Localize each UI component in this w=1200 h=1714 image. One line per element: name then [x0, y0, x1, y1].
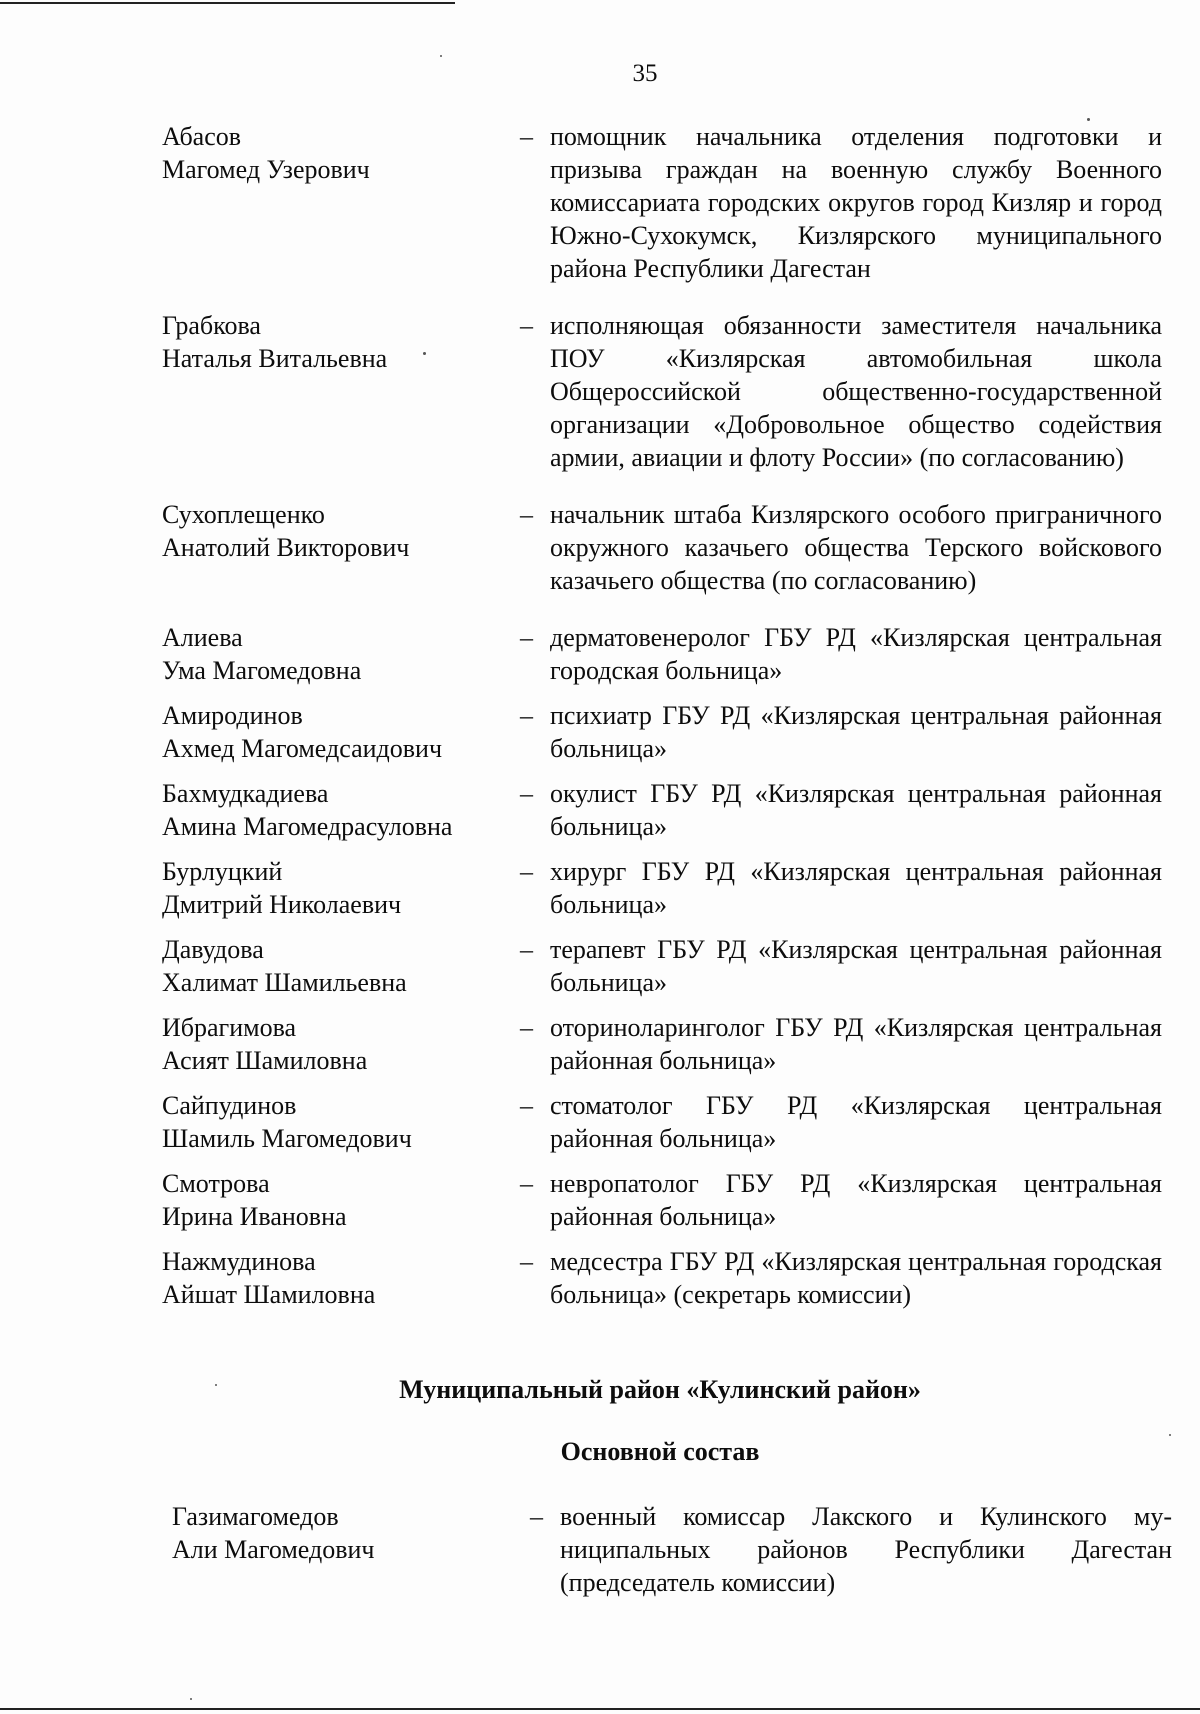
member-given-name: Шамиль Магомедович: [162, 1124, 412, 1153]
member-given-name: Асият Шамиловна: [162, 1046, 368, 1075]
member-surname: Нажмудинова: [162, 1247, 316, 1276]
page-number: 35: [632, 60, 658, 87]
composition-heading: Основной состав: [560, 1437, 760, 1466]
member-position: хирург ГБУ РД «Кизлярская центральная районная больница»: [550, 857, 1162, 919]
member-name: [162, 933, 520, 999]
member-surname: Амиродинов: [162, 701, 303, 730]
member-given-name: Амина Магомедрасуловна: [162, 812, 453, 841]
scan-speck: [1169, 1434, 1171, 1436]
member-given-name: Айшат Шамиловна: [162, 1280, 376, 1309]
district-heading: Муниципальный район «Кулинский район»: [399, 1375, 921, 1404]
member-given-name: Ума Магомедовна: [162, 656, 362, 685]
member-given-name: Анатолий Викторович: [162, 533, 410, 562]
dash: –: [520, 500, 533, 529]
member-position: исполняющая обязанности заместителя начальника ПОУ «Кизлярская автомобильная школа Общероссийской общественно-государственной организации «Добровольное общество содействия армии, авиации и флоту России» (по согласованию): [550, 311, 1162, 472]
member-position: психиатр ГБУ РД «Кизлярская центральная районная больница»: [550, 701, 1162, 763]
scan-speck: [190, 1698, 192, 1700]
member-entry: [162, 621, 1162, 687]
member-surname: Сайпудинов: [162, 1091, 297, 1120]
member-surname: Давудова: [162, 935, 264, 964]
member-entry: [162, 1089, 1162, 1155]
member-given-name: Ахмед Магомедсаидович: [162, 734, 443, 763]
scan-speck: [215, 1384, 217, 1386]
member-position: медсестра ГБУ РД «Кизлярская центральная городская больница» (секретарь комиссии): [550, 1247, 1162, 1309]
dash: –: [520, 1013, 533, 1042]
member-name: [162, 777, 520, 843]
member-name: [162, 309, 520, 474]
member-name: [162, 699, 520, 765]
member-entry: [162, 120, 1162, 285]
member-surname: Алиева: [162, 623, 243, 652]
member-entry: [162, 309, 1162, 474]
member-position: оториноларинголог ГБУ РД «Кизлярская центральная районная больница»: [550, 1013, 1162, 1075]
member-position: окулист ГБУ РД «Кизлярская центральная районная больница»: [550, 779, 1162, 841]
member-position: стоматолог ГБУ РД «Кизлярская центральная районная больница»: [550, 1091, 1162, 1153]
dash: –: [520, 935, 533, 964]
member-given-name: Халимат Шамильевна: [162, 968, 407, 997]
member-position: дерматовенеролог ГБУ РД «Кизлярская центральная городская больница»: [550, 623, 1162, 685]
member-surname: Грабкова: [162, 311, 261, 340]
member-given-name: Али Магомедович: [172, 1535, 375, 1564]
member-surname: Смотрова: [162, 1169, 270, 1198]
member-name: [162, 1089, 520, 1155]
member-name: [162, 621, 520, 687]
scan-speck: [1087, 118, 1090, 121]
member-position: невропатолог ГБУ РД «Кизлярская центральная районная больница»: [550, 1169, 1162, 1231]
bottom-rule: [0, 1708, 1200, 1710]
scan-speck: [440, 55, 442, 57]
member-entry: [162, 699, 1162, 765]
member-name: [162, 1167, 520, 1233]
member-list-kulinsky: [172, 1500, 1172, 1599]
member-position: терапевт ГБУ РД «Кизлярская центральная районная больница»: [550, 935, 1162, 997]
member-position: помощник начальника отделения подготовки и призыва граждан на военную службу Военного комиссариата городских округов город Кизляр и город Южно-Сухокумск, Кизлярского муниципального района Республики Дагестан: [550, 122, 1162, 283]
member-given-name: Наталья Витальевна: [162, 344, 388, 373]
dash: –: [520, 857, 533, 886]
member-position: начальник штаба Кизлярского особого приграничного окружного казачьего общества Терского войскового казачьего общества (по согласованию): [550, 500, 1162, 595]
member-entry: [162, 498, 1162, 597]
member-entry: [162, 1167, 1162, 1233]
dash: –: [520, 1247, 533, 1276]
member-position: военный комиссар Лакского и Кулинского муниципальных районов Республики Дагестан (председатель комиссии): [560, 1502, 1172, 1597]
member-entry: [162, 1245, 1162, 1311]
dash: –: [520, 623, 533, 652]
member-given-name: Ирина Ивановна: [162, 1202, 347, 1231]
dash: –: [520, 1091, 533, 1120]
member-entry: [162, 1011, 1162, 1077]
dash: –: [520, 122, 533, 151]
dash: –: [530, 1502, 543, 1531]
dash: –: [520, 779, 533, 808]
member-entry: [162, 855, 1162, 921]
member-given-name: Магомед Узерович: [162, 155, 370, 184]
member-surname: Бурлуцкий: [162, 857, 283, 886]
member-surname: Бахмудкадиева: [162, 779, 329, 808]
member-name: [162, 855, 520, 921]
dash: –: [520, 701, 533, 730]
member-surname: Абасов: [162, 122, 242, 151]
member-name: [172, 1500, 530, 1599]
dash: –: [520, 1169, 533, 1198]
member-surname: Сухоплещенко: [162, 500, 325, 529]
member-entry: [162, 933, 1162, 999]
member-entry: [162, 777, 1162, 843]
member-surname: Газимагомедов: [172, 1502, 339, 1531]
member-name: [162, 498, 520, 597]
dash: –: [520, 311, 533, 340]
scan-speck: [423, 352, 426, 355]
member-name: [162, 120, 520, 285]
member-surname: Ибрагимова: [162, 1013, 297, 1042]
member-given-name: Дмитрий Николаевич: [162, 890, 402, 919]
member-name: [162, 1011, 520, 1077]
top-rule: [0, 2, 455, 4]
member-list: [162, 120, 1162, 1311]
member-name: [162, 1245, 520, 1311]
member-entry: [172, 1500, 1172, 1599]
